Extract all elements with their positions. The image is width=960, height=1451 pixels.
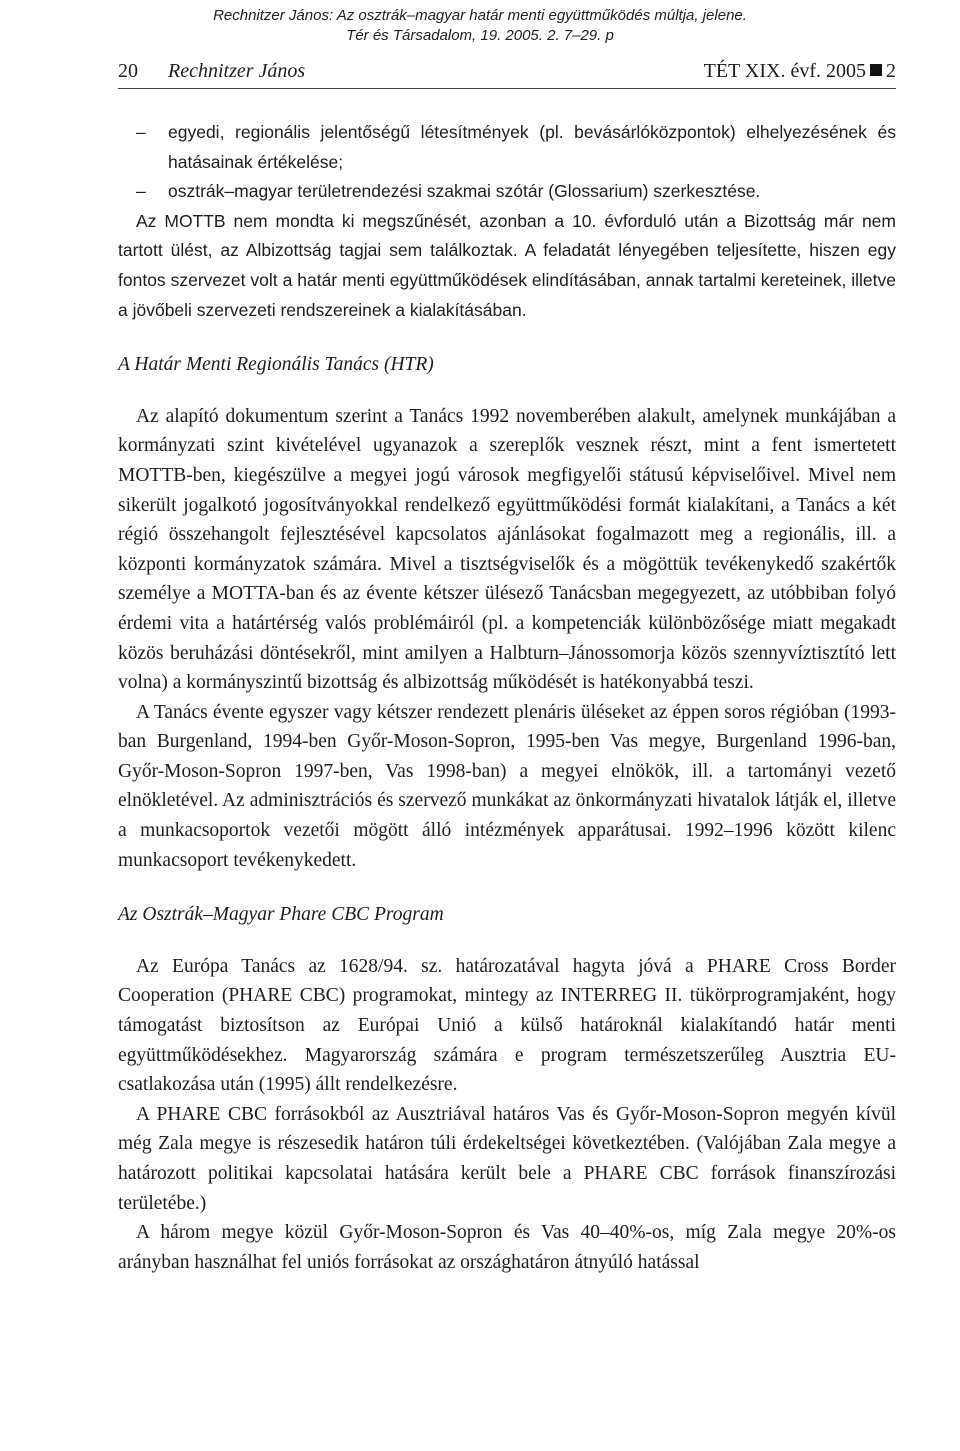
section-heading-htr: A Határ Menti Regionális Tanács (HTR)	[118, 354, 434, 376]
paragraph-htr-founding: Az alapító dokumentum szerint a Tanács 1992 novemberében alakult, amelynek munkájában a kormányzati szint kivételével ugyanazok a szereplők vesznek részt, mint a fent ismertetett MOTTB-ben, kiegészülve a megyei jogú városok megfigyelői státusú képviselőivel. Mivel nem sikerült jogalkotó jogosítványokkal rendelkező együttműködési formát kialakítani, a Tanács a két régió összehangolt fejlesztésével kapcsolatos ajánlásokat fogalmazott meg a regionális, ill. a központi kormányzatok számára. Mivel a tisztségviselők és a mögöttük tevékenykedő szakértők személye a MOTTA-ban és az évente kétszer ülésező Tanácsban megegyezett, az utóbbiban folyó érdemi vita a határtérség valós problémáiról (pl. a kompetenciák különbözősége miatt megakadt közös beruházási döntésekről, mint amilyen a Halbturn–Jánossomorja közös szennyvíztisztító lett volna) a kormányszintű bizottság és albizottság működését is hatékonyabbá teszi.	[118, 405, 896, 694]
page-body	[118, 118, 896, 1277]
citation-header	[0, 6, 960, 46]
journal-issue: 2	[886, 60, 896, 82]
bullet-text: egyedi, regionális jelentőségű létesítmények (pl. bevásárlóközpontok) elhelyezésének és hatásainak értékelése;	[168, 122, 896, 172]
bullet-text: osztrák–magyar területrendezési szakmai szótár (Glossarium) szerkesztése.	[168, 181, 761, 202]
bullet-item	[118, 177, 896, 207]
paragraph-mottb-end: Az MOTTB nem mondta ki megszűnését, azonban a 10. évforduló után a Bizottság már nem tartott ülést, az Albizottság tagjai sem találkoztak. A feladatát lényegében teljesítette, hiszen egy fontos szervezet volt a határ menti együttműködések elindításában, annak tartalmi kereteinek, illetve a jövőbeli szervezeti rendszereinek a kialakításában.	[118, 210, 896, 320]
running-head-author: Rechnitzer János	[168, 60, 306, 82]
page-number: 20	[118, 60, 138, 82]
running-head-journal	[704, 60, 896, 83]
paragraph-phare-intro: Az Európa Tanács az 1628/94. sz. határozatával hagyta jóvá a PHARE Cross Border Cooperation (PHARE CBC) programokat, mintegy az INTERREG II. tükörprogramjaként, hogy támogatást biztosítson az Európai Unió a külső határoknál kialakítandó határ menti együttműködésekhez. Magyarország számára e program természetszerűleg Ausztria EU-csatlakozása után (1995) állt rendelkezésre.	[118, 955, 896, 1096]
citation-line-2: Tér és Társadalom, 19. 2005. 2. 7–29. p	[346, 27, 614, 44]
journal-volume: TÉT XIX. évf. 2005	[703, 60, 866, 82]
dash-bullet-icon: –	[136, 122, 146, 142]
paragraph-htr-plenary: A Tanács évente egyszer vagy kétszer rendezett plenáris üléseket az éppen soros régióban (1993-ban Burgenland, 1994-ben Győr-Moson-Sopron, 1995-ben Vas megye, Burgenland 1996-ban, Győr-Moson-Sopron 1997-ben, Vas 1998-ban) a megyei elnökök, ill. a tartományi vezető elnökletével. Az adminisztrációs és szervező munkákat az önkormányzati hivatalok látják el, illetve a munkacsoportok vezetői mögött álló intézmények apparátusai. 1992–1996 között kilenc munkacsoport tevékenykedett.	[118, 701, 896, 871]
section-heading-phare: Az Osztrák–Magyar Phare CBC Program	[118, 904, 444, 926]
citation-line-1: Rechnitzer János: Az osztrák–magyar határ menti együttműködés múltja, jelene.	[213, 7, 747, 24]
dash-bullet-icon: –	[136, 181, 146, 202]
paragraph-phare-counties: A PHARE CBC forrásokból az Ausztriával határos Vas és Győr-Moson-Sopron megyén kívül még Zala megye is részesedik határon túli érdekeltségei következtében. (Valójában Zala megye a határozott politikai kapcsolatai hatására került bele a PHARE CBC források finanszírozási területébe.)	[118, 1103, 896, 1214]
bullet-item	[118, 118, 896, 177]
square-bullet-icon	[870, 64, 882, 76]
running-head	[118, 60, 896, 89]
paragraph-phare-shares: A három megye közül Győr-Moson-Sopron és Vas 40–40%-os, míg Zala megye 20%-os arányban használhat fel uniós forrásokat az országhatáron átnyúló hatással	[118, 1222, 896, 1273]
